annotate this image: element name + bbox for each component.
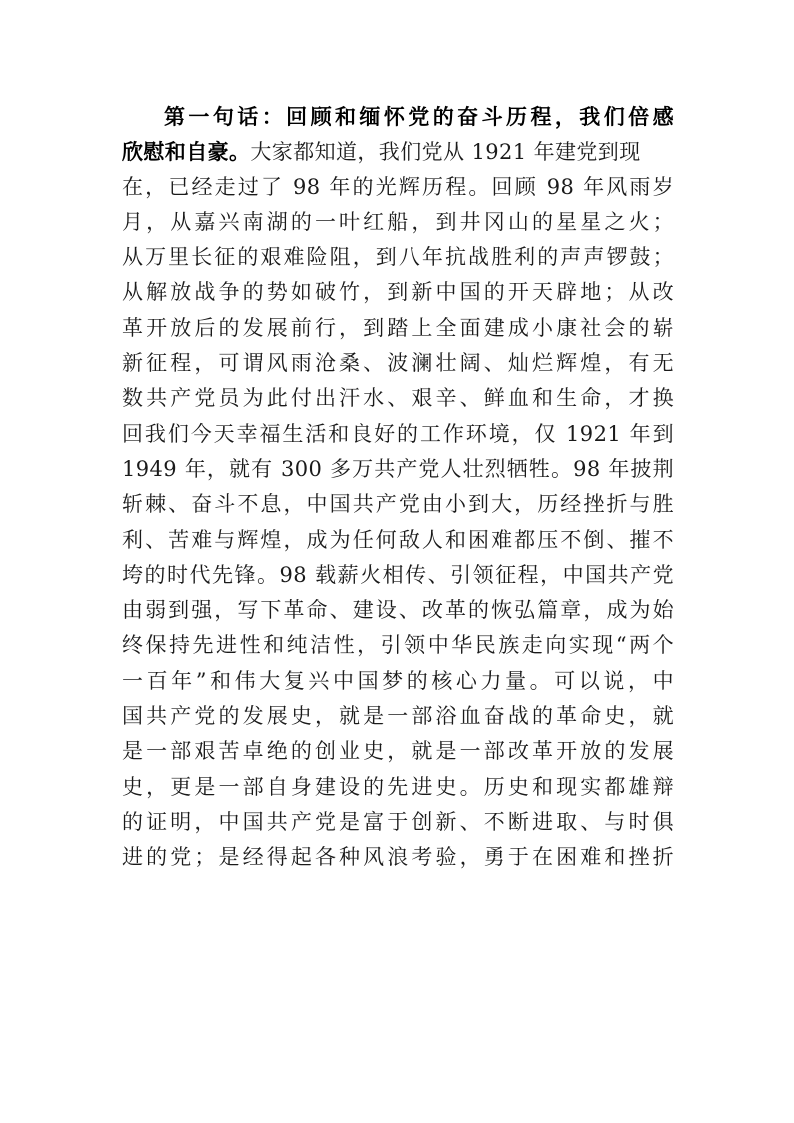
text-line-4: 月，从嘉兴南湖的一叶红船，到井冈山的星星之火； xyxy=(122,209,674,234)
text-line-22: 进的党；是经得起各种风浪考验，勇于在困难和挫折 xyxy=(122,845,674,870)
section-heading: 第一句话：回顾和缅怀党的奋斗历程，我们倍感 xyxy=(164,104,674,129)
paragraph-text: 大家都知道，我们党从 1921 年建党到现 xyxy=(250,140,641,165)
text-line-18: 国共产党的发展史，就是一部浴血奋战的革命史，就 xyxy=(122,704,674,729)
text-line-20: 史，更是一部自身建设的先进史。历史和现实都雄辩 xyxy=(122,774,674,799)
text-line-15: 由弱到强，写下革命、建设、改革的恢弘篇章，成为始 xyxy=(122,598,674,623)
text-line-8: 新征程，可谓风雨沧桑、波澜壮阔、灿烂辉煌，有无 xyxy=(122,351,674,376)
text-line-10: 回我们今天幸福生活和良好的工作环境，仅 1921 年到 xyxy=(122,421,674,446)
section-heading-continued: 欣慰和自豪。 xyxy=(122,139,251,165)
text-line-17: 一百年”和伟大复兴中国梦的核心力量。可以说，中 xyxy=(122,668,674,693)
text-line-6: 从解放战争的势如破竹，到新中国的开天辟地；从改 xyxy=(122,280,674,305)
text-line-14: 垮的时代先锋。98 载薪火相传、引领征程，中国共产党 xyxy=(122,562,674,587)
text-line-2 xyxy=(122,134,674,169)
body-paragraph xyxy=(122,99,674,876)
text-line-9: 数共产党员为此付出汗水、艰辛、鲜血和生命，才换 xyxy=(122,386,674,411)
text-line-19: 是一部艰苦卓绝的创业史，就是一部改革开放的发展 xyxy=(122,739,674,764)
text-line-3: 在，已经走过了 98 年的光辉历程。回顾 98 年风雨岁 xyxy=(122,174,674,199)
text-line-11: 1949 年，就有 300 多万共产党人壮烈牺牲。98 年披荆 xyxy=(122,456,674,481)
text-line-13: 利、苦难与辉煌，成为任何敌人和困难都压不倒、摧不 xyxy=(122,527,674,552)
text-line-16: 终保持先进性和纯洁性，引领中华民族走向实现“两个 xyxy=(122,633,674,658)
text-line-12: 斩棘、奋斗不息，中国共产党由小到大，历经挫折与胜 xyxy=(122,492,674,517)
text-line-21: 的证明，中国共产党是富于创新、不断进取、与时俱 xyxy=(122,809,674,834)
text-line-1 xyxy=(122,99,674,134)
text-line-7: 革开放后的发展前行，到踏上全面建成小康社会的崭 xyxy=(122,315,674,340)
text-line-5: 从万里长征的艰难险阻，到八年抗战胜利的声声锣鼓； xyxy=(122,245,674,270)
